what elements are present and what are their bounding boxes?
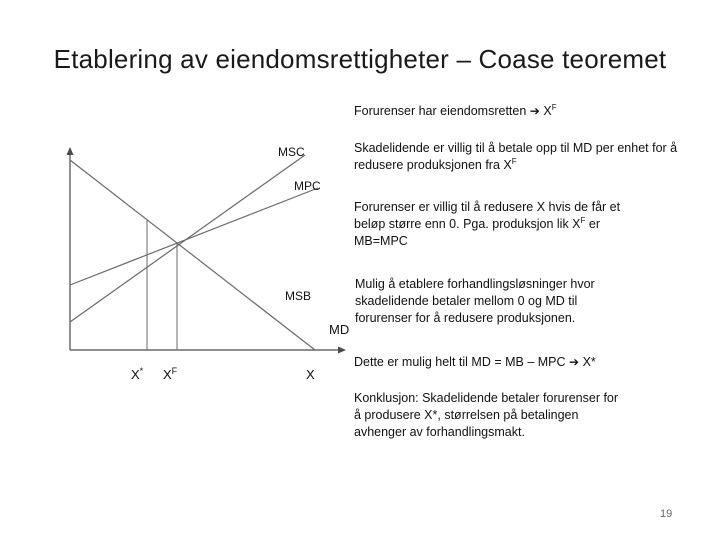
text-conclusion: Konklusjon: Skadelidende betaler forurenser for å produsere X*, størrelsen på betalingen avhenger av forhandlingsmakt. [354,391,619,439]
text-possible-until: Dette er mulig helt til MD = MB – MPC ➔ X* [354,355,596,369]
mpc-line [70,188,318,285]
text-property-rights: Forurenser har eiendomsretten ➔ $X^F$ [354,103,557,118]
y-axis-arrowhead [67,147,74,155]
msc-line [70,155,305,322]
arrow-right-icon: ➔ [569,355,580,369]
x-f-label: $X^F$ [163,366,178,382]
msc-label: MSC [278,145,305,159]
text-negotiation: Mulig å etablere forhandlingsløsninger hvor skadelidende betaler mellom 0 og MD til forurenser for å redusere produksjonen. [355,277,595,325]
arrow-right-icon: ➔ [529,104,540,118]
text-polluter-willing: Forurenser er villig til å redusere X hvis de får et beløp større enn 0. Pga. produksjon lik $X^F$ er MB=MPC [354,200,621,248]
msb-line [70,160,315,350]
mpc-label: MPC [294,179,321,193]
page-number: 19 [660,508,673,520]
x-axis-arrowhead [338,347,346,354]
x-star-label: X* [131,366,144,382]
x-axis-label: X [306,367,315,382]
msb-label: MSB [285,289,312,303]
md-label: MD [329,322,350,337]
text-victim-willing: Skadelidende er villig til å betale opp til MD per enhet for å redusere produksjonen fra $X^F$ [354,141,678,172]
slide-title: Etablering av eiendomsrettigheter – Coase teoremet [53,44,667,74]
